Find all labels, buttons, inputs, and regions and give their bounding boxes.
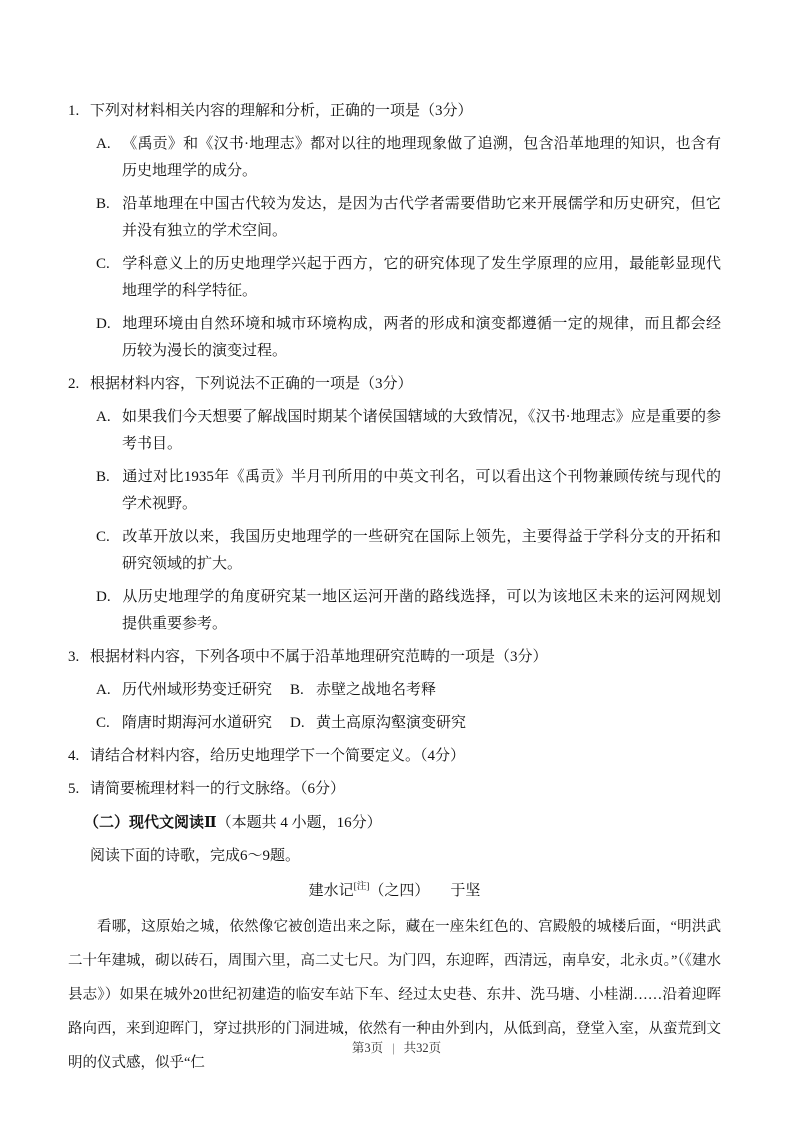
poem-title-sub: （之四） — [369, 883, 430, 899]
page-footer — [0, 1038, 793, 1056]
question-1-number: 1. — [68, 103, 80, 119]
section-2-instruction: 阅读下面的诗歌，完成6～9题。 — [90, 848, 301, 864]
question-4 — [68, 743, 721, 770]
poem-text: 看哪，这原始之城，依然像它被创造出来之际，藏在一座朱红色的、宫殿般的城楼后面，“明洪武二十年建城，砌以砖石，周围六里，高二丈七尺。为门四，东迎晖，西清远，南阜安，北永贞。”（《建水县志》）如果在城外20世纪初建造的临安车站下车、经过太史巷、东井、洗马塘、小桂湖……沿着迎晖路向西，来到迎晖门，穿过拱形的门洞进城，依然有一种由外到内，从低到高，登堂入室，从蛮荒到文明的仪式感，似乎“仁 — [68, 919, 721, 1071]
section-2-header-detail: （本题共 4 小题，16分） — [216, 815, 382, 831]
option-label: B. — [290, 682, 304, 698]
option-label: B. — [96, 469, 110, 485]
footer-page-number: 第3页 — [351, 1041, 384, 1055]
question-4-number: 4. — [68, 748, 80, 764]
question-5-stem — [68, 776, 721, 803]
option-label: C. — [96, 715, 110, 731]
poem-author: 于坚 — [450, 883, 481, 899]
option-label: C. — [96, 256, 110, 272]
option-label: D. — [96, 589, 111, 605]
option-text: 地理环境由自然环境和城市环境构成，两者的形成和演变都遵循一定的规律，而且都会经历较为漫长的演变过程。 — [122, 316, 721, 359]
question-3-option-d — [290, 710, 721, 737]
option-label: A. — [96, 682, 111, 698]
poem-title-main: 建水记 — [308, 883, 354, 899]
section-2-header — [84, 810, 721, 837]
option-text: 改革开放以来，我国历史地理学的一些研究在国际上领先，主要得益于学科分支的开拓和研究领域的扩大。 — [122, 529, 721, 572]
question-2-option-c — [96, 524, 721, 578]
option-label: D. — [96, 316, 111, 332]
question-2-option-b — [96, 464, 721, 518]
option-label: B. — [96, 196, 110, 212]
question-2 — [68, 371, 721, 638]
option-label: A. — [96, 409, 111, 425]
option-text: 从历史地理学的角度研究某一地区运河开凿的路线选择，可以为该地区未来的运河网规划提供重要参考。 — [122, 589, 721, 632]
question-1-stem-text: 下列对材料相关内容的理解和分析，正确的一项是（3分） — [90, 103, 473, 119]
poem-title-note-marker: [注] — [353, 882, 370, 892]
footer-total-pages: 共32页 — [403, 1041, 442, 1055]
option-text: 学科意义上的历史地理学兴起于西方，它的研究体现了发生学原理的应用，最能彰显现代地理学的科学特征。 — [122, 256, 721, 299]
option-text: 如果我们今天想要了解战国时期某个诸侯国辖域的大致情况，《汉书·地理志》应是重要的参考书目。 — [122, 409, 721, 452]
question-3-option-c — [96, 710, 290, 737]
question-1-stem — [68, 98, 721, 125]
question-4-stem-text: 请结合材料内容，给历史地理学下一个简要定义。（4分） — [90, 748, 466, 764]
question-2-stem — [68, 371, 721, 398]
question-3-option-b — [290, 677, 721, 704]
question-1-option-d — [96, 311, 721, 365]
option-text: 沿革地理在中国古代较为发达，是因为古代学者需要借助它来开展儒学和历史研究，但它并没有独立的学术空间。 — [122, 196, 721, 239]
question-5 — [68, 776, 721, 803]
question-3-option-a — [96, 677, 290, 704]
option-text: 历代州域形势变迁研究 — [122, 682, 273, 698]
option-text: 黄土高原沟壑演变研究 — [316, 715, 467, 731]
question-1-option-c — [96, 251, 721, 305]
question-4-stem — [68, 743, 721, 770]
option-label: A. — [96, 136, 111, 152]
question-2-option-a — [96, 404, 721, 458]
option-label: D. — [290, 715, 305, 731]
question-1-option-a — [96, 131, 721, 185]
question-3-number: 3. — [68, 649, 80, 665]
question-2-stem-text: 根据材料内容，下列说法不正确的一项是（3分） — [90, 376, 413, 392]
option-text: 通过对比1935年《禹贡》半月刊所用的中英文刊名，可以看出这个刊物兼顾传统与现代的学术视野。 — [122, 469, 721, 512]
option-text: 隋唐时期海河水道研究 — [122, 715, 273, 731]
option-text: 赤壁之战地名考释 — [316, 682, 437, 698]
question-3 — [68, 644, 721, 737]
question-1-option-b — [96, 191, 721, 245]
footer-separator: | — [392, 1041, 395, 1055]
question-2-option-d — [96, 584, 721, 638]
question-5-stem-text: 请简要梳理材料一的行文脉络。（6分） — [90, 781, 346, 797]
question-3-stem — [68, 644, 721, 671]
question-5-number: 5. — [68, 781, 80, 797]
poem-title — [68, 878, 721, 905]
option-label: C. — [96, 529, 110, 545]
question-3-stem-text: 根据材料内容，下列各项中不属于沿革地理研究范畴的一项是（3分） — [90, 649, 548, 665]
question-1 — [68, 98, 721, 365]
question-3-option-grid — [96, 677, 721, 737]
question-2-number: 2. — [68, 376, 80, 392]
option-text: 《禹贡》和《汉书·地理志》都对以往的地理现象做了追溯，包含沿革地理的知识，也含有历史地理学的成分。 — [122, 136, 721, 179]
section-2-header-title: （二）现代文阅读Ⅱ — [84, 815, 217, 831]
